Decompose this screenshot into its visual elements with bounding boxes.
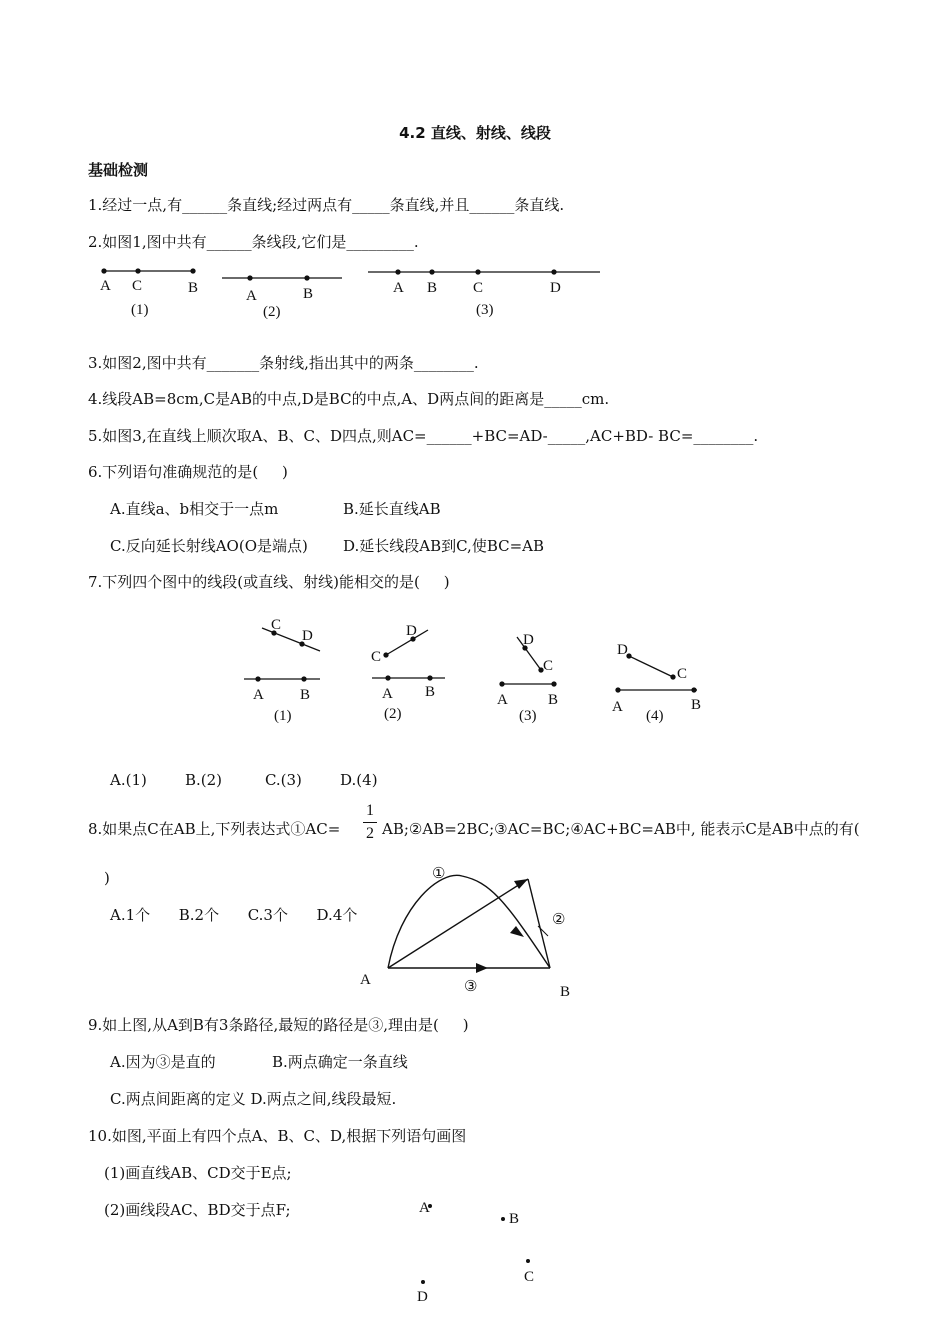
page-title: 4.2 直线、射线、线段 bbox=[399, 124, 551, 142]
q7f3-caption: (3) bbox=[519, 708, 537, 724]
point-c bbox=[526, 1259, 530, 1263]
option-9cd: C.两点间距离的定义 D.两点之间,线段最短. bbox=[110, 1090, 397, 1108]
q7f1-label-b: B bbox=[300, 687, 311, 703]
fig2-label-a: A bbox=[246, 288, 257, 304]
question-10-part-2: (2)画线段AC、BD交于点F; bbox=[104, 1201, 291, 1219]
q7f1-label-a: A bbox=[253, 687, 264, 703]
q7f1-label-d: D bbox=[302, 628, 313, 644]
question-8-close: ) bbox=[104, 869, 110, 887]
path-mark-1: ① bbox=[432, 866, 446, 882]
question-8-start: 8.如果点C在AB上,下列表达式①AC= bbox=[88, 820, 341, 838]
q7f2-label-d: D bbox=[406, 623, 417, 639]
q7f4-caption: (4) bbox=[646, 708, 664, 724]
question-6: 6.下列语句准确规范的是( ) bbox=[88, 463, 288, 481]
option-6c: C.反向延长射线AO(O是端点) bbox=[110, 537, 308, 555]
q7f2-caption: (2) bbox=[384, 706, 402, 722]
options-7: A.(1) B.(2) C.(3) D.(4) bbox=[110, 771, 378, 789]
point-b bbox=[501, 1217, 505, 1221]
path-mark-2: ② bbox=[552, 912, 566, 928]
fig3-label-b: B bbox=[427, 280, 438, 296]
q7f1-label-c: C bbox=[271, 617, 282, 633]
point-label-b: B bbox=[509, 1211, 520, 1227]
point-label-c: C bbox=[524, 1269, 535, 1285]
question-3: 3.如图2,图中共有_______条射线,指出其中的两条________. bbox=[88, 354, 479, 372]
q7f4-label-a: A bbox=[612, 699, 623, 715]
question-4: 4.线段AB=8cm,C是AB的中点,D是BC的中点,A、D两点间的距离是_____cm. bbox=[88, 390, 610, 408]
question-7: 7.下列四个图中的线段(或直线、射线)能相交的是( ) bbox=[88, 573, 450, 591]
option-9a: A.因为③是直的 bbox=[110, 1053, 216, 1071]
fraction-denominator: 2 bbox=[366, 825, 374, 842]
q7f3-label-c: C bbox=[543, 658, 554, 674]
fig1-label-a: A bbox=[100, 278, 111, 294]
fig3-label-d: D bbox=[550, 280, 561, 296]
question-10: 10.如图,平面上有四个点A、B、C、D,根据下列语句画图 bbox=[88, 1127, 467, 1145]
options-8: A.1个 B.2个 C.3个 D.4个 bbox=[110, 906, 358, 924]
question-9: 9.如上图,从A到B有3条路径,最短的路径是③,理由是( ) bbox=[88, 1016, 469, 1034]
q7f2-label-c: C bbox=[371, 649, 382, 665]
fraction-numerator: 1 bbox=[366, 802, 374, 819]
section-heading: 基础检测 bbox=[88, 161, 149, 179]
q7f3-label-b: B bbox=[548, 692, 559, 708]
option-6b: B.延长直线AB bbox=[343, 500, 441, 518]
fig3-caption: (3) bbox=[476, 302, 494, 318]
q7f2-label-b: B bbox=[425, 684, 436, 700]
option-9b: B.两点确定一条直线 bbox=[272, 1053, 408, 1071]
q7f4-label-b: B bbox=[691, 697, 702, 713]
fig1-caption: (1) bbox=[131, 302, 149, 318]
paths-label-b: B bbox=[560, 984, 571, 1000]
fig1-label-b: B bbox=[188, 280, 199, 296]
fig1-label-c: C bbox=[132, 278, 143, 294]
question-5: 5.如图3,在直线上顺次取A、B、C、D四点,则AC=______+BC=AD-_____,AC+BD- BC=________. bbox=[88, 427, 759, 445]
paths-label-a: A bbox=[360, 972, 371, 988]
option-6d: D.延长线段AB到C,使BC=AB bbox=[343, 537, 545, 555]
q7f1-caption: (1) bbox=[274, 708, 292, 724]
fig2-label-b: B bbox=[303, 286, 314, 302]
point-d bbox=[421, 1280, 425, 1284]
point-label-d: D bbox=[417, 1289, 428, 1305]
option-6a: A.直线a、b相交于一点m bbox=[110, 500, 279, 518]
q7f2-label-a: A bbox=[382, 686, 393, 702]
question-2: 2.如图1,图中共有______条线段,它们是_________. bbox=[88, 233, 419, 251]
question-8-end: AB;②AB=2BC;③AC=BC;④AC+BC=AB中, 能表示C是AB中点的有( bbox=[382, 820, 860, 838]
q7f3-label-d: D bbox=[523, 632, 534, 648]
q7f3-label-a: A bbox=[497, 692, 508, 708]
path-mark-3: ③ bbox=[464, 979, 478, 995]
q7f4-label-c: C bbox=[677, 666, 688, 682]
question-10-part-1: (1)画直线AB、CD交于E点; bbox=[104, 1164, 292, 1182]
fig3-label-c: C bbox=[473, 280, 484, 296]
q7f4-label-d: D bbox=[617, 642, 628, 658]
question-1: 1.经过一点,有______条直线;经过两点有_____条直线,并且______条直线. bbox=[88, 196, 565, 214]
point-label-a: A bbox=[419, 1200, 430, 1216]
fig3-label-a: A bbox=[393, 280, 404, 296]
fig2-caption: (2) bbox=[263, 304, 281, 320]
